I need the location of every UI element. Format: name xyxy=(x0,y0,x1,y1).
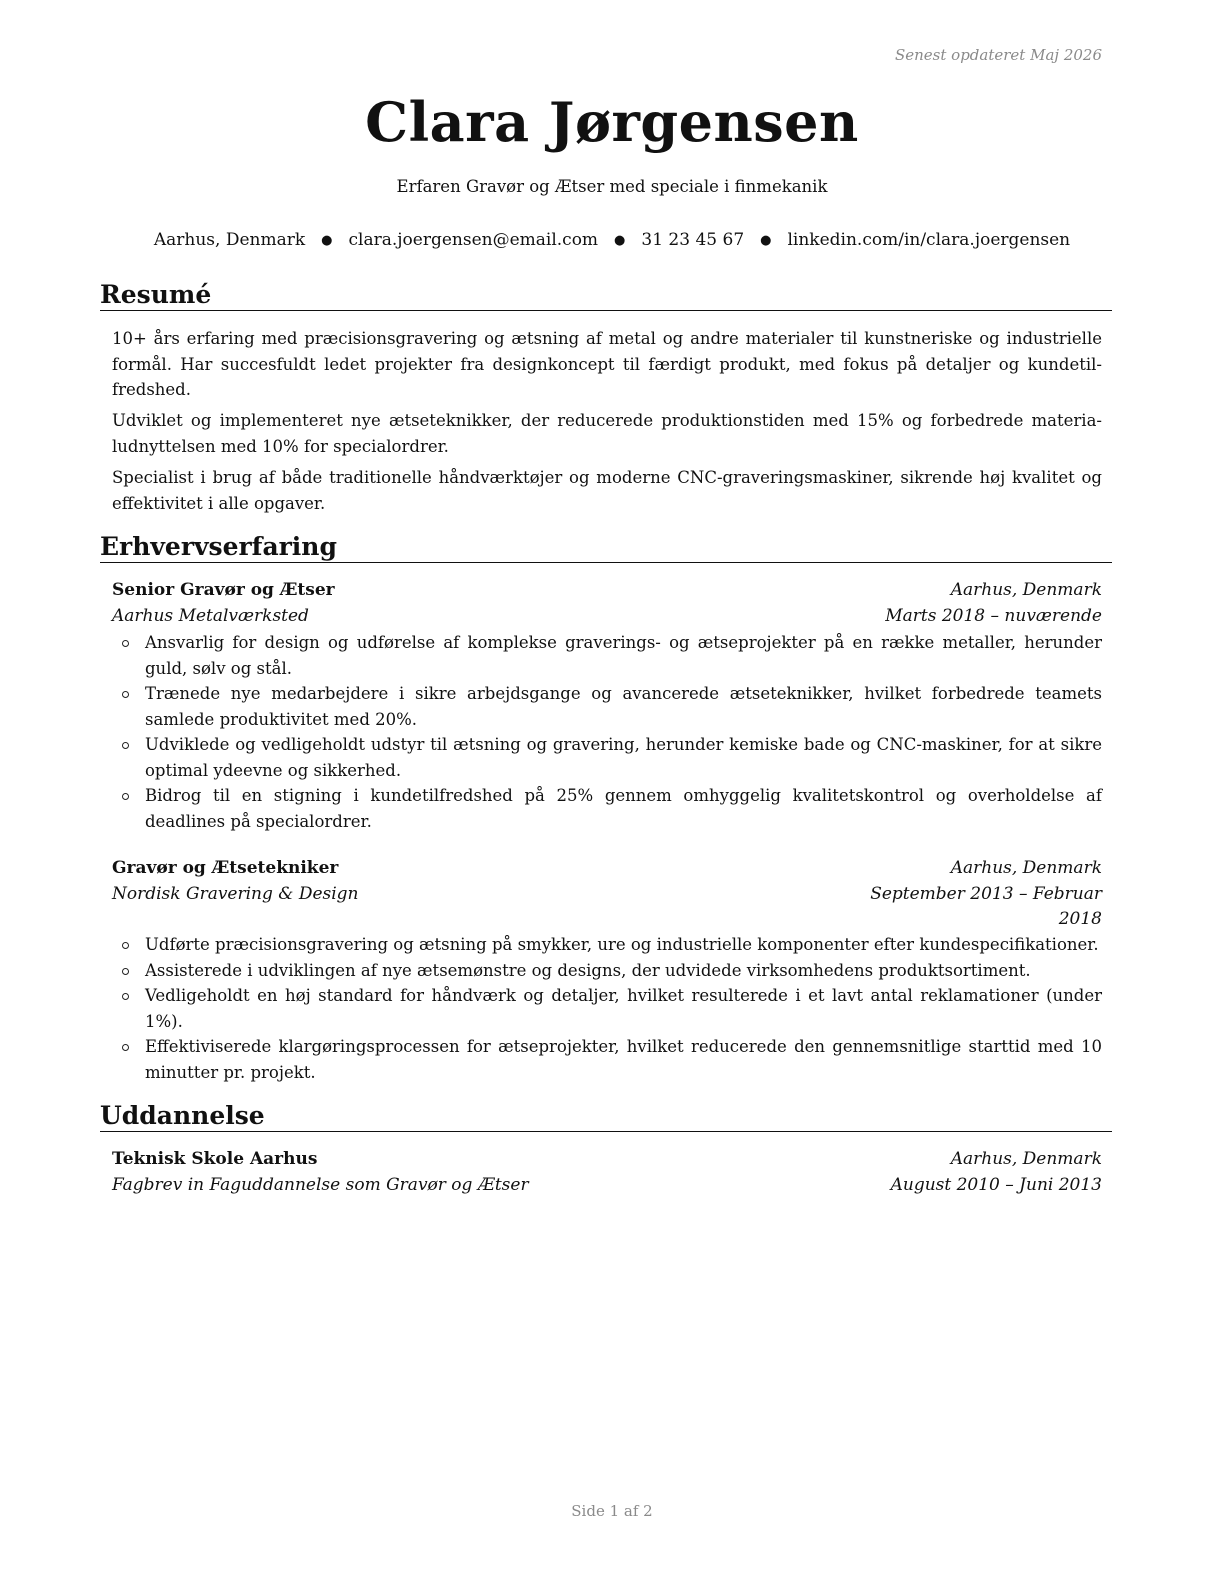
bullet-text: Trænede nye medarbejdere i sikre arbejdsgange og avancerede ætseteknikker, hvilket forbedrede teamets samlede produktivitet med 20%. xyxy=(145,684,1102,729)
list-item xyxy=(112,932,1102,958)
list-item xyxy=(112,630,1102,681)
contact-location: Aarhus, Denmark xyxy=(153,230,306,250)
bullet-circle-icon xyxy=(122,793,129,800)
list-item xyxy=(112,681,1102,732)
bullet-text: Ansvarlig for design og udførelse af komplekse graverings- og ætseprojekter på en række metaller, herunder guld, sølv og stål. xyxy=(145,633,1102,678)
education-school: Teknisk Skole Aarhus xyxy=(112,1149,318,1169)
bullet-text: Vedligeholdt en høj standard for håndværk og detaljer, hvilket resulterede i et lavt antal reklamationer (under 1%). xyxy=(145,986,1102,1031)
job-role: Senior Gravør og Ætser xyxy=(112,580,335,600)
bullet-text: Bidrog til en stigning i kundetilfredshed på 25% gennem omhyggelig kvalitetskontrol og overholdelse af deadlines på specialordrer. xyxy=(145,786,1102,831)
bullet-text: Udførte præcisionsgravering og ætsning på smykker, ure og industrielle komponenter efter kundespecifikationer. xyxy=(145,935,1099,954)
job-subheader xyxy=(112,604,1102,629)
summary-paragraph: Specialist i brug af både traditionelle håndværktøjer og moderne CNC-graveringsmaskiner, sikrende høj kvalitet og effektivitet i alle opgaver. xyxy=(112,468,1102,513)
bullet-circle-icon xyxy=(122,1044,129,1051)
job-location: Aarhus, Denmark xyxy=(950,858,1102,878)
bullet-text: Udviklede og vedligeholdt udstyr til ætsning og gravering, herunder kemiske bade og CNC-maskiner, for at sikre optimal ydeevne og sikkerhed. xyxy=(145,735,1102,780)
job-bullet-list xyxy=(112,932,1102,1085)
education-location: Aarhus, Denmark xyxy=(950,1149,1102,1169)
job-dates: Marts 2018 – nuværende xyxy=(885,606,1102,626)
job-role: Gravør og Ætsetekniker xyxy=(112,858,339,878)
separator-dot: ● xyxy=(760,233,772,248)
contact-linkedin[interactable]: linkedin.com/in/clara.joergensen xyxy=(787,230,1071,250)
summary-paragraph: 10+ års erfaring med præcisionsgravering og ætsning af metal og andre materialer til kunstneriske og industrielle formål. Har succesfuldt ledet projekter fra designkoncept til færdigt produkt, med fokus på detaljer og kundetilfredshed. xyxy=(112,329,1102,399)
contact-phone[interactable]: 31 23 45 67 xyxy=(641,230,745,250)
bullet-text: Effektiviserede klargøringsprocessen for ætseprojekter, hvilket reducerede den gennemsnitlige starttid med 10 minutter pr. projekt. xyxy=(145,1037,1102,1082)
page-number: Side 1 af 2 xyxy=(571,1502,653,1520)
job-bullet-list xyxy=(112,630,1102,834)
list-item xyxy=(112,732,1102,783)
education-degree: Fagbrev in Faguddannelse som Gravør og Ætser xyxy=(112,1175,529,1195)
list-item xyxy=(112,1034,1102,1085)
bullet-circle-icon xyxy=(122,742,129,749)
list-item xyxy=(112,783,1102,834)
job-subheader xyxy=(112,882,1102,932)
separator-dot: ● xyxy=(614,233,626,248)
bullet-circle-icon xyxy=(122,640,129,647)
bullet-text: Assisterede i udviklingen af nye ætsemønstre og designs, der udvidede virksomhedens produktsortiment. xyxy=(145,960,1031,980)
job-header xyxy=(112,856,1102,881)
job-company: Aarhus Metalværksted xyxy=(112,606,309,626)
bullet-circle-icon xyxy=(122,993,129,1000)
section-title-experience: Erhvervserfaring xyxy=(100,532,1112,563)
bullet-circle-icon xyxy=(122,691,129,698)
contact-email[interactable]: clara.joergensen@email.com xyxy=(348,230,599,250)
separator-dot: ● xyxy=(321,233,333,248)
contact-line xyxy=(0,228,1224,253)
candidate-name: Clara Jørgensen xyxy=(365,90,859,154)
education-subheader xyxy=(112,1173,1102,1198)
tagline: Erfaren Gravør og Ætser med speciale i finmekanik xyxy=(396,177,828,196)
job-header xyxy=(112,578,1102,603)
list-item xyxy=(112,958,1102,984)
last-updated: Senest opdateret Maj 2026 xyxy=(894,46,1102,64)
bullet-circle-icon xyxy=(122,942,129,949)
section-title-education: Uddannelse xyxy=(100,1101,1112,1132)
education-header xyxy=(112,1147,1102,1172)
summary-paragraph: Udviklet og implementeret nye ætseteknikker, der reducerede produktionstiden med 15% og forbedrede materialudnyttelsen med 10% for specialordrer. xyxy=(112,411,1102,456)
job-company: Nordisk Gravering & Design xyxy=(112,884,359,904)
list-item xyxy=(112,983,1102,1034)
section-title-summary: Resumé xyxy=(100,280,1112,311)
bullet-circle-icon xyxy=(122,968,129,975)
job-dates: September 2013 – Februar 2018 xyxy=(870,884,1102,929)
job-location: Aarhus, Denmark xyxy=(950,580,1102,600)
education-dates: August 2010 – Juni 2013 xyxy=(890,1175,1102,1195)
